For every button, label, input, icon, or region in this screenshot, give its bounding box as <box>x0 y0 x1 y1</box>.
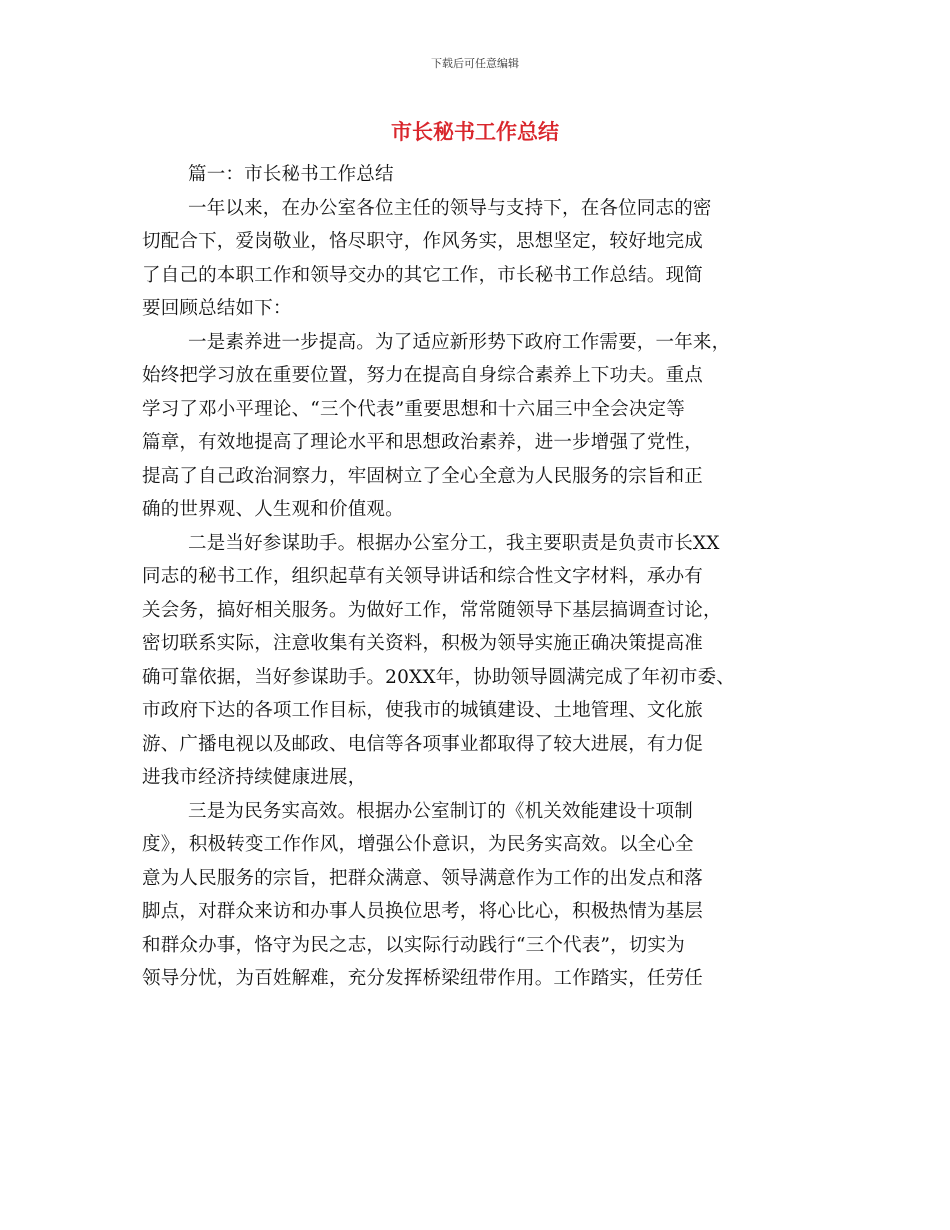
text-line: 脚点，对群众来访和办事人员换位思考，将心比心，积极热情为基层 <box>142 901 704 922</box>
page-header-note: 下载后可任意编辑 <box>431 57 519 70</box>
text-line: 密切联系实际，注意收集有关资料，积极为领导实施正确决策提高准 <box>142 633 704 654</box>
text-line: 和群众办事，恪守为民之志，以实际行动践行“三个代表”，切实为 <box>142 934 685 956</box>
document-title: 市长秘书工作总结 <box>391 120 559 144</box>
text-line: 确可靠依据，当好参谋助手。20XX年，协助领导圆满完成了年初市委、 <box>142 666 735 688</box>
text-line: 学习了邓小平理论、“三个代表”重要思想和十六届三中全会决定等 <box>142 398 685 420</box>
text-line: 市政府下达的各项工作目标，使我市的城镇建设、土地管理、文化旅 <box>142 700 704 721</box>
text-line: 三是为民务实高效。根据办公室制订的《机关效能建设十项制 <box>188 800 693 822</box>
text-line: 领导分忧，为百姓解难，充分发挥桥梁纽带作用。工作踏实，任劳任 <box>142 968 704 989</box>
text-line: 始终把学习放在重要位置，努力在提高自身综合素养上下功夫。重点 <box>142 365 704 386</box>
text-line: 关会务，搞好相关服务。为做好工作，常常随领导下基层搞调查讨论， <box>142 599 722 621</box>
text-line: 游、广播电视以及邮政、电信等各项事业都取得了较大进展，有力促 <box>142 733 704 755</box>
document-body <box>142 158 822 996</box>
text-line: 一年以来，在办公室各位主任的领导与支持下，在各位同志的密 <box>188 197 712 219</box>
text-line: 二是当好参谋助手。根据办公室分工，我主要职责是负责市长XX <box>188 532 720 554</box>
text-line: 同志的秘书工作，组织起草有关领导讲话和综合性文字材料，承办有 <box>142 566 704 587</box>
text-line: 要回顾总结如下： <box>142 298 292 319</box>
text-line: 切配合下，爱岗敬业，恪尽职守，作风务实，思想坚定，较好地完成 <box>142 231 704 252</box>
text-line: 篇一：市长秘书工作总结 <box>188 164 394 185</box>
text-line: 篇章，有效地提高了理论水平和思想政治素养，进一步增强了党性， <box>142 432 704 453</box>
text-line: 确的世界观、人生观和价值观。 <box>142 499 404 520</box>
text-line: 意为人民服务的宗旨，把群众满意、领导满意作为工作的出发点和落 <box>142 867 704 889</box>
text-line: 进我市经济持续健康进展， <box>142 767 367 788</box>
text-line: 度》，积极转变工作作风，增强公仆意识，为民务实高效。以全心全 <box>142 834 694 855</box>
text-line: 提高了自己政治洞察力，牢固树立了全心全意为人民服务的宗旨和正 <box>142 465 704 487</box>
text-line: 了自己的本职工作和领导交办的其它工作，市长秘书工作总结。现简 <box>142 264 704 286</box>
text-line: 一是素养进一步提高。为了适应新形势下政府工作需要，一年来， <box>188 331 731 353</box>
